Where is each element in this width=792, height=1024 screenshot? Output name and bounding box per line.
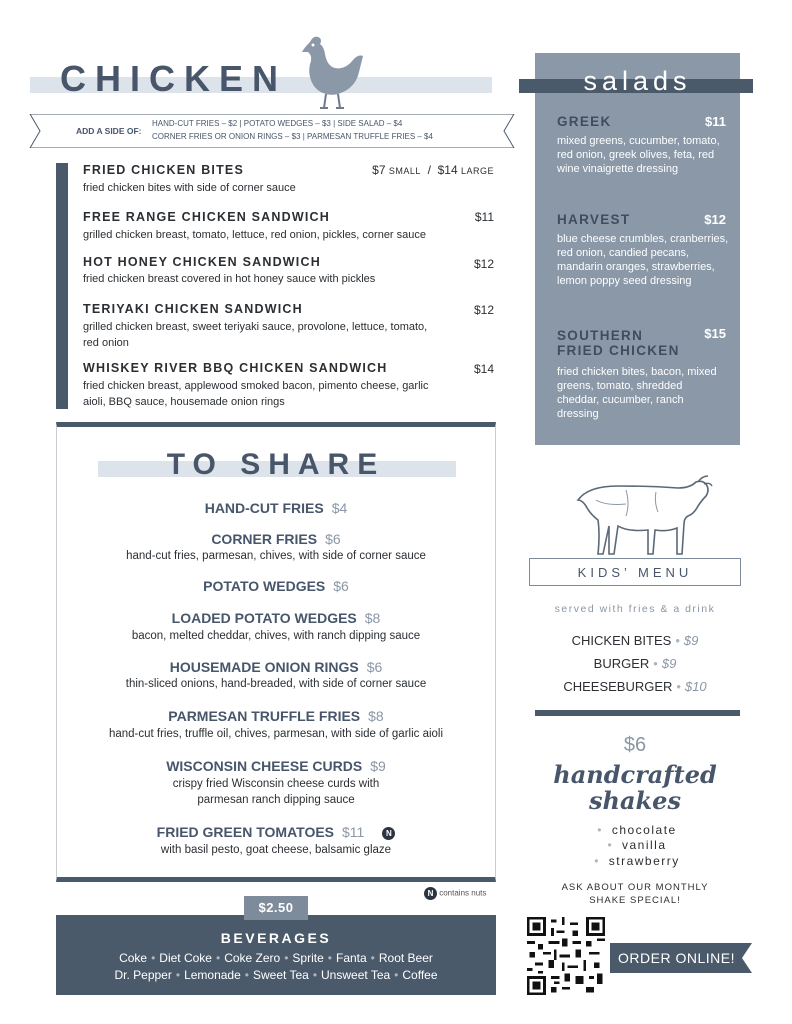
order-online-label[interactable]: ORDER ONLINE! bbox=[618, 950, 735, 966]
share-item-name: POTATO WEDGES $6 bbox=[203, 578, 349, 594]
salad-price: $15 bbox=[704, 326, 726, 341]
to-share-title: TO SHARE bbox=[166, 448, 386, 481]
menu-item-price: $7 SMALL / $14 LARGE bbox=[372, 163, 494, 177]
salads-title: salads bbox=[583, 66, 692, 96]
share-item-name: FRIED GREEN TOMATOES $11 N bbox=[56, 824, 496, 840]
share-item-desc: hand-cut fries, parmesan, chives, with side of corner sauce bbox=[126, 550, 426, 562]
salad-name: HARVEST bbox=[557, 212, 631, 227]
kids-divider bbox=[535, 710, 740, 716]
nut-badge-icon: N bbox=[424, 887, 437, 900]
kids-item: CHEESEBURGER • $10 bbox=[563, 679, 707, 694]
kids-item: CHICKEN BITES • $9 bbox=[571, 633, 699, 648]
menu-item-desc: grilled chicken breast, tomato, lettuce, red onion, pickles, corner sauce bbox=[83, 229, 427, 241]
share-item-name: HOUSEMADE ONION RINGS $6 bbox=[169, 659, 383, 675]
to-share-section bbox=[56, 422, 496, 882]
menu-item-name: HOT HONEY CHICKEN SANDWICH bbox=[83, 255, 321, 269]
nut-badge-icon: N bbox=[382, 827, 395, 840]
shakes-price: $6 bbox=[623, 734, 647, 756]
shakes-title: handcrafted shakes bbox=[553, 760, 717, 815]
cow-icon bbox=[566, 470, 716, 560]
kids-item: BURGER • $9 bbox=[593, 656, 677, 671]
share-item-desc: thin-sliced onions, hand-breaded, with side of corner sauce bbox=[125, 678, 427, 690]
menu-item-name: FREE RANGE CHICKEN SANDWICH bbox=[83, 210, 330, 224]
beverages-price: $2.50 bbox=[244, 896, 308, 920]
menu-item-desc: fried chicken breast, applewood smoked bacon, pimento cheese, garlic aioli, BBQ sauce, housemade onion rings bbox=[83, 380, 429, 408]
menu-item-price: $12 bbox=[473, 257, 494, 271]
menu-item-name: WHISKEY RIVER BBQ CHICKEN SANDWICH bbox=[83, 361, 388, 375]
share-item-desc: bacon, melted cheddar, chives, with ranch dipping sauce bbox=[131, 630, 421, 642]
kids-menu-subtitle: served with fries & a drink bbox=[554, 603, 716, 615]
beverages-line-2: Dr. Pepper • Lemonade • Sweet Tea • Unsweet Tea • Coffee bbox=[114, 968, 438, 982]
monthly-shake-note: ASK ABOUT OUR MONTHLY SHAKE SPECIAL! bbox=[561, 882, 709, 906]
chicken-title: CHICKEN bbox=[60, 58, 288, 99]
hen-icon bbox=[296, 32, 368, 112]
salad-desc: blue cheese crumbles, cranberries, red onion, candied pecans, mandarin oranges, strawberries, lemon poppy seed dressing bbox=[557, 233, 729, 287]
beverages-line-1: Coke • Diet Coke • Coke Zero • Sprite • Fanta • Root Beer bbox=[119, 951, 433, 965]
chicken-accent-bar bbox=[56, 163, 68, 409]
side-options-line-2: CORNER FRIES OR ONION RINGS – $3 | PARMESAN TRUFFLE FRIES – $4 bbox=[152, 132, 433, 141]
menu-item-price: $11 bbox=[474, 210, 494, 224]
nut-legend: N contains nuts bbox=[424, 887, 486, 900]
shake-flavor: • vanilla bbox=[607, 838, 667, 852]
menu-item-desc: fried chicken breast covered in hot honey sauce with pickles bbox=[83, 273, 376, 285]
menu-item-price: $12 bbox=[473, 303, 494, 317]
salad-name: GREEK bbox=[557, 114, 612, 129]
side-options-line-1: HAND-CUT FRIES – $2 | POTATO WEDGES – $3 | SIDE SALAD – $4 bbox=[152, 119, 403, 128]
share-item-name: WISCONSIN CHEESE CURDS $9 bbox=[166, 758, 386, 774]
add-side-label: ADD A SIDE OF: bbox=[76, 126, 142, 136]
menu-item-name: TERIYAKI CHICKEN SANDWICH bbox=[83, 302, 303, 316]
qr-code[interactable] bbox=[527, 917, 605, 995]
salad-name-line-2: FRIED CHICKEN bbox=[557, 343, 680, 358]
share-item-name: PARMESAN TRUFFLE FRIES $8 bbox=[168, 708, 384, 724]
shake-flavor: • chocolate bbox=[597, 823, 677, 837]
beverages-title: BEVERAGES bbox=[220, 930, 332, 946]
salad-name: SOUTHERN bbox=[557, 328, 644, 343]
share-item-name: CORNER FRIES $6 bbox=[211, 531, 341, 547]
share-item-name: LOADED POTATO WEDGES $8 bbox=[171, 610, 381, 626]
menu-item-desc: fried chicken bites with side of corner sauce bbox=[83, 182, 296, 194]
menu-item-price: $14 bbox=[473, 362, 494, 376]
share-item-name: HAND-CUT FRIES $4 bbox=[204, 500, 348, 516]
kids-menu-title: KIDS’ MENU bbox=[577, 565, 693, 580]
shake-flavor: • strawberry bbox=[594, 854, 680, 868]
menu-item-desc: grilled chicken breast, sweet teriyaki sauce, provolone, lettuce, tomato, red onion bbox=[83, 321, 428, 349]
share-item-desc: hand-cut fries, truffle oil, chives, parmesan, with side of garlic aioli bbox=[108, 728, 444, 740]
menu-item-name: FRIED CHICKEN BITES bbox=[83, 163, 245, 177]
salad-price: $12 bbox=[704, 212, 726, 227]
share-item-desc: with basil pesto, goat cheese, balsamic glaze bbox=[160, 844, 392, 856]
share-item-desc: crispy fried Wisconsin cheese curds with parmesan ranch dipping sauce bbox=[172, 778, 380, 806]
salad-price: $11 bbox=[705, 114, 726, 129]
salad-desc: mixed greens, cucumber, tomato, red onion, greek olives, feta, red wine vinaigrette dressing bbox=[557, 135, 720, 175]
salad-desc: fried chicken bites, bacon, mixed greens, tomato, shredded cheddar, cucumber, ranch dressing bbox=[557, 366, 717, 420]
